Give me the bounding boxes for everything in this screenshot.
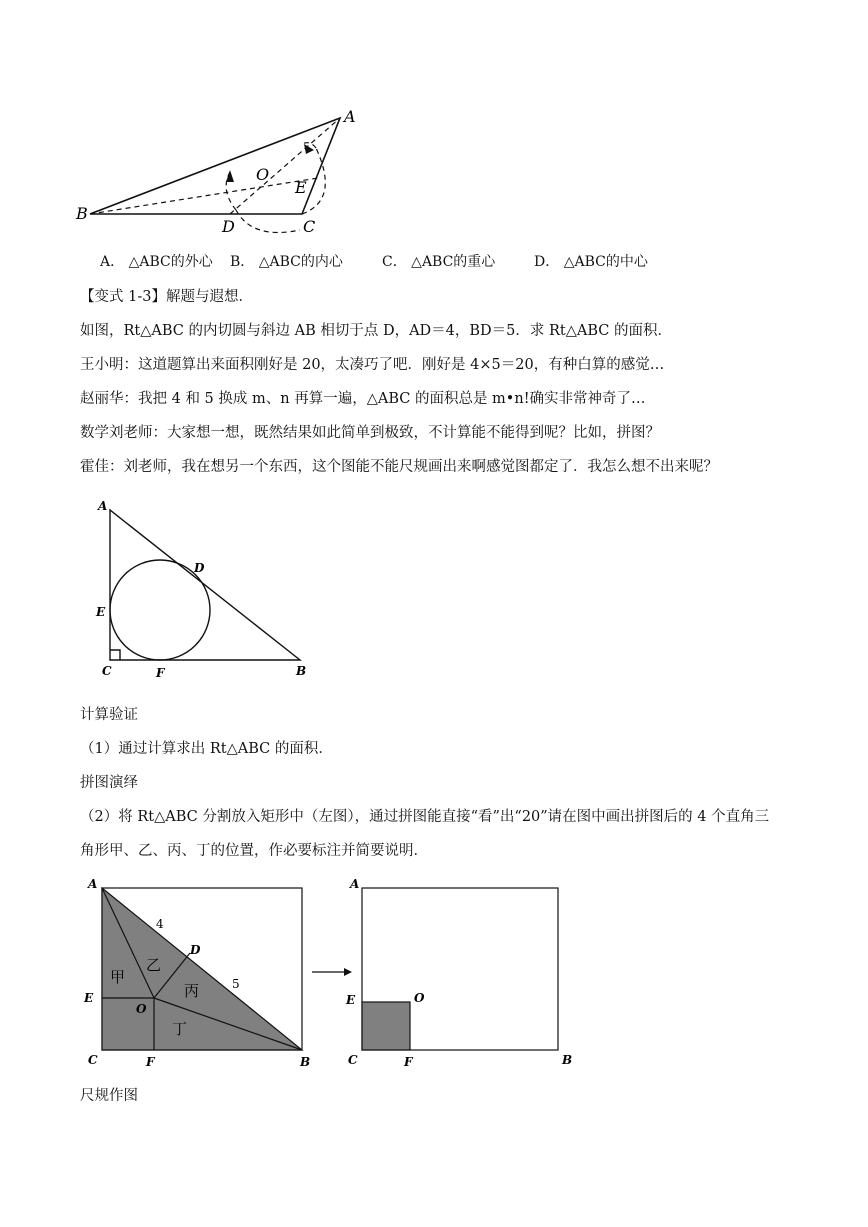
figure-1 xyxy=(70,100,370,240)
dialog-4: 霍佳：刘老师，我在想另一个东西，这个图能不能尺规画出来啊感觉图都定了．我怎么想不出来呢？ xyxy=(80,459,718,475)
option-c[interactable]: C． △ABC的重心 xyxy=(382,254,496,270)
segment-db-length: 5 xyxy=(232,977,240,991)
dialog-2: 赵丽华：我把 4 和 5 换成 m、n 再算一遍，△ABC 的面积总是 m•n!确实非常神奇了… xyxy=(80,391,646,407)
label-f: F xyxy=(404,1055,413,1069)
question-2-line-1: （2）将 Rt△ABC 分割放入矩形中（左图），通过拼图能直接“看”出“20”请在图中画出拼图后的 4 个直角三 xyxy=(80,809,770,825)
label-e: E xyxy=(295,178,307,197)
question-2-line-2: 角形甲、乙、丙、丁的位置，作必要标注并简要说明． xyxy=(80,843,428,859)
label-a: A xyxy=(344,107,356,126)
dialog-1: 王小明：这道题算出来面积刚好是 20，太凑巧了吧．刚好是 4×5＝20，有种白算的感觉… xyxy=(80,357,665,373)
piece-bing: 丙 xyxy=(184,982,200,1000)
label-b: B xyxy=(562,1053,573,1067)
arrow-icon xyxy=(312,968,352,976)
option-a[interactable]: A． △ABC的外心 xyxy=(100,254,213,270)
label-e: E xyxy=(96,605,106,619)
piece-jia: 甲 xyxy=(110,968,126,986)
figure-3 xyxy=(80,872,580,1072)
label-f: F xyxy=(146,1055,155,1069)
label-a: A xyxy=(350,877,360,891)
label-o: O xyxy=(136,1002,147,1016)
label-o: O xyxy=(414,991,425,1005)
label-d: D xyxy=(222,217,235,236)
calc-title: 计算验证 xyxy=(80,707,138,723)
segment-ad-length: 4 xyxy=(156,917,164,931)
label-d: D xyxy=(190,943,201,957)
label-f: F xyxy=(156,666,165,680)
label-e: E xyxy=(84,991,94,1005)
label-a: A xyxy=(98,499,108,513)
label-c: C xyxy=(102,664,112,678)
dialog-3: 数学刘老师：大家想一想，既然结果如此简单到极致，不计算能不能得到呢？比如，拼图？ xyxy=(80,425,660,441)
option-b[interactable]: B． △ABC的内心 xyxy=(230,254,343,270)
label-b: B xyxy=(296,664,307,678)
label-c: C xyxy=(303,217,316,236)
piece-ding: 丁 xyxy=(172,1020,188,1038)
problem-text: 如图，Rt△ABC 的内切圆与斜边 AB 相切于点 D，AD＝4，BD＝5．求 Rt△ABC 的面积． xyxy=(80,323,673,339)
label-e: E xyxy=(346,993,356,1007)
option-d[interactable]: D． △ABC的中心 xyxy=(534,254,648,270)
label-c: C xyxy=(88,1053,98,1067)
question-1: （1）通过计算求出 Rt△ABC 的面积． xyxy=(80,741,333,757)
construct-title: 尺规作图 xyxy=(80,1088,138,1104)
label-b: B xyxy=(76,204,88,223)
label-o: O xyxy=(256,165,270,184)
label-d: D xyxy=(194,561,205,575)
variant-heading: 【变式 1-3】解题与遐想． xyxy=(80,289,253,305)
puzzle-title: 拼图演绎 xyxy=(80,775,138,791)
label-c: C xyxy=(348,1053,358,1067)
label-b: B xyxy=(300,1055,311,1069)
label-a: A xyxy=(88,877,98,891)
piece-yi: 乙 xyxy=(146,956,162,974)
figure-2 xyxy=(90,498,320,683)
